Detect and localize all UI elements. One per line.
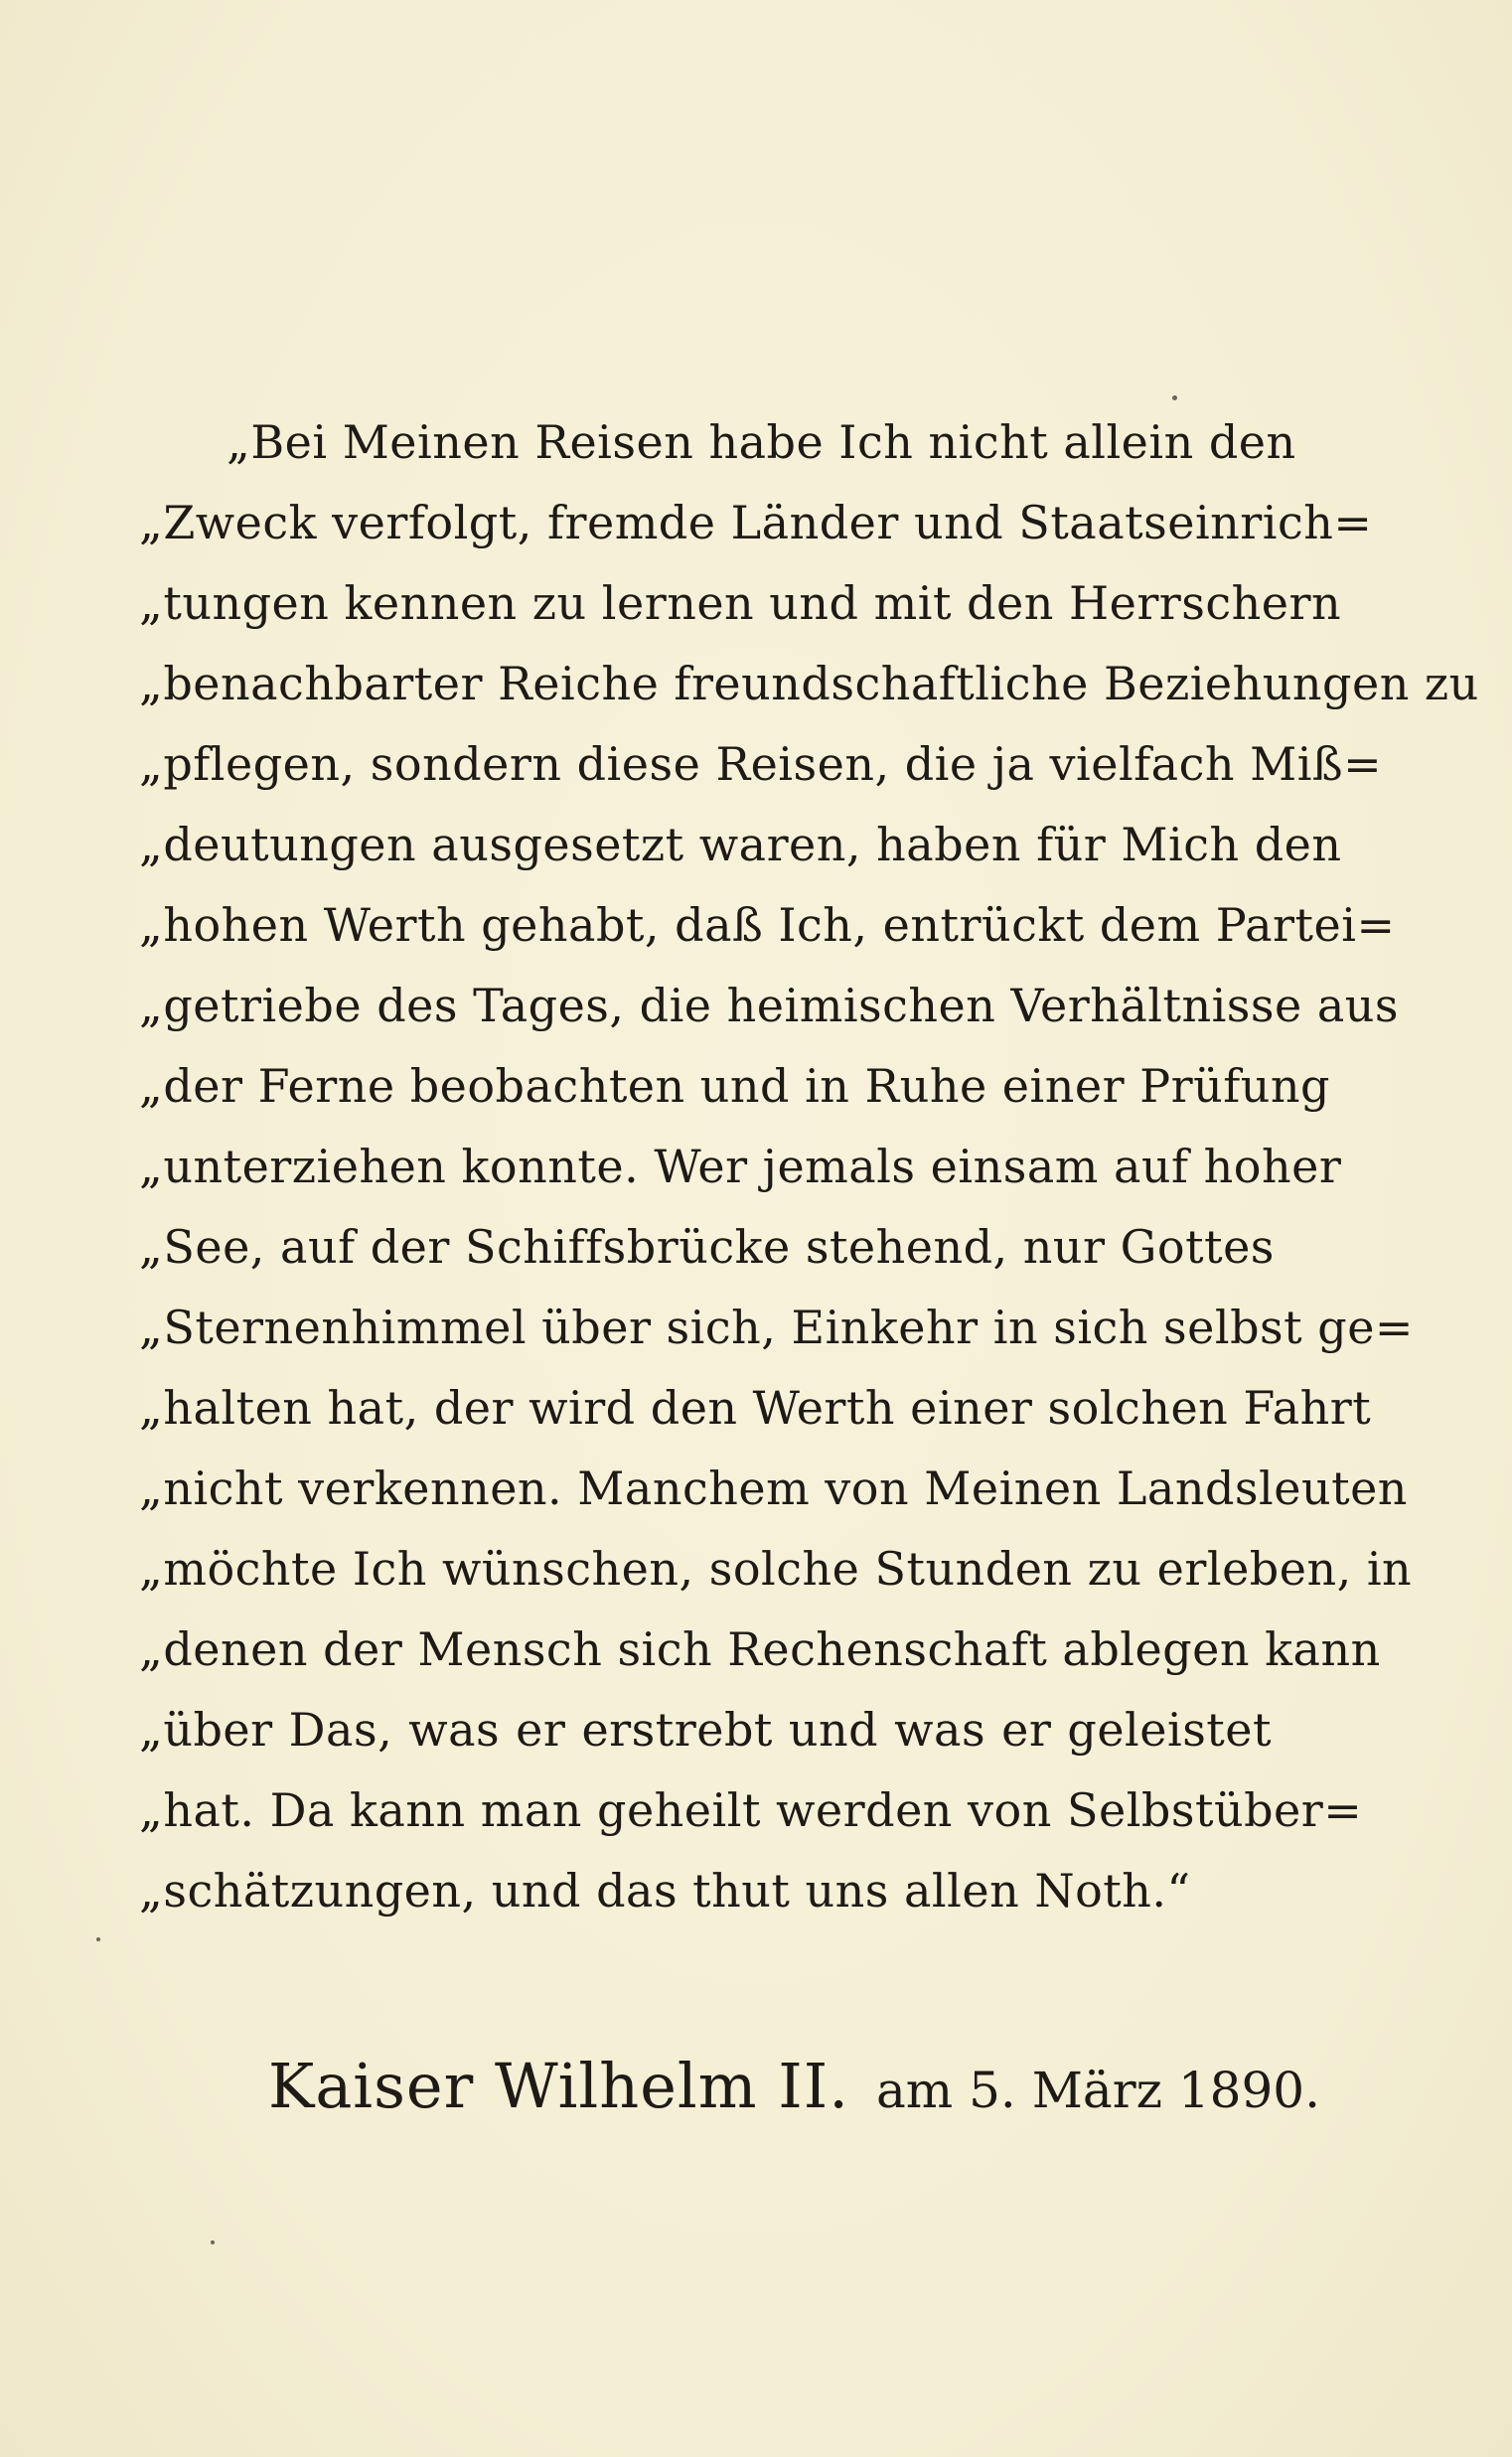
quote-line: „hohen Werth gehabt, daß Ich, entrückt dem Partei= [139,898,1396,952]
attribution [268,2037,1320,2136]
quote-line: „unterziehen konnte. Wer jemals einsam auf hoher [139,1140,1342,1193]
ink-speck [1172,395,1177,400]
quote-line: „möchte Ich wünschen, solche Stunden zu erleben, in [139,1542,1413,1596]
quote-line: „schätzungen, und das thut uns allen Noth.“ [139,1864,1191,1918]
quote-line: „getriebe des Tages, die heimischen Verhältnisse aus [139,979,1400,1032]
quote-line: „See, auf der Schiffsbrücke stehend, nur Gottes [139,1220,1275,1274]
quote-line: „der Ferne beobachten und in Ruhe einer Prüfung [139,1059,1330,1113]
quote-line: „hat. Da kann man geheilt werden von Selbstüber= [139,1783,1363,1837]
quote-line: „benachbarter Reiche freundschaftliche Beziehungen zu [139,657,1479,710]
author-name: Kaiser Wilhelm II. [268,2050,849,2122]
quote-line: „halten hat, der wird den Werth einer solchen Fahrt [139,1381,1372,1435]
quote-line: „tungen kennen zu lernen und mit den Herrschern [139,576,1342,630]
quote-line: „Bei Meinen Reisen habe Ich nicht allein den [227,415,1296,469]
quote-line: „Zweck verfolgt, fremde Länder und Staatseinrich= [139,496,1373,549]
quote-line: „deutungen ausgesetzt waren, haben für Mich den [139,818,1342,871]
ink-speck [211,2240,215,2244]
quote-line: „denen der Mensch sich Rechenschaft ablegen kann [139,1622,1381,1676]
quote-line: „über Das, was er erstrebt und was er geleistet [139,1703,1272,1757]
quote-date: am 5. März 1890. [876,2062,1320,2119]
quote-block [139,402,1479,1931]
quote-line: „Sternenhimmel über sich, Einkehr in sich selbst ge= [139,1301,1414,1354]
ink-speck [96,1937,100,1941]
quote-line: „nicht verkennen. Manchem von Meinen Landsleuten [139,1461,1408,1515]
quote-line: „pflegen, sondern diese Reisen, die ja vielfach Miß= [139,737,1383,791]
